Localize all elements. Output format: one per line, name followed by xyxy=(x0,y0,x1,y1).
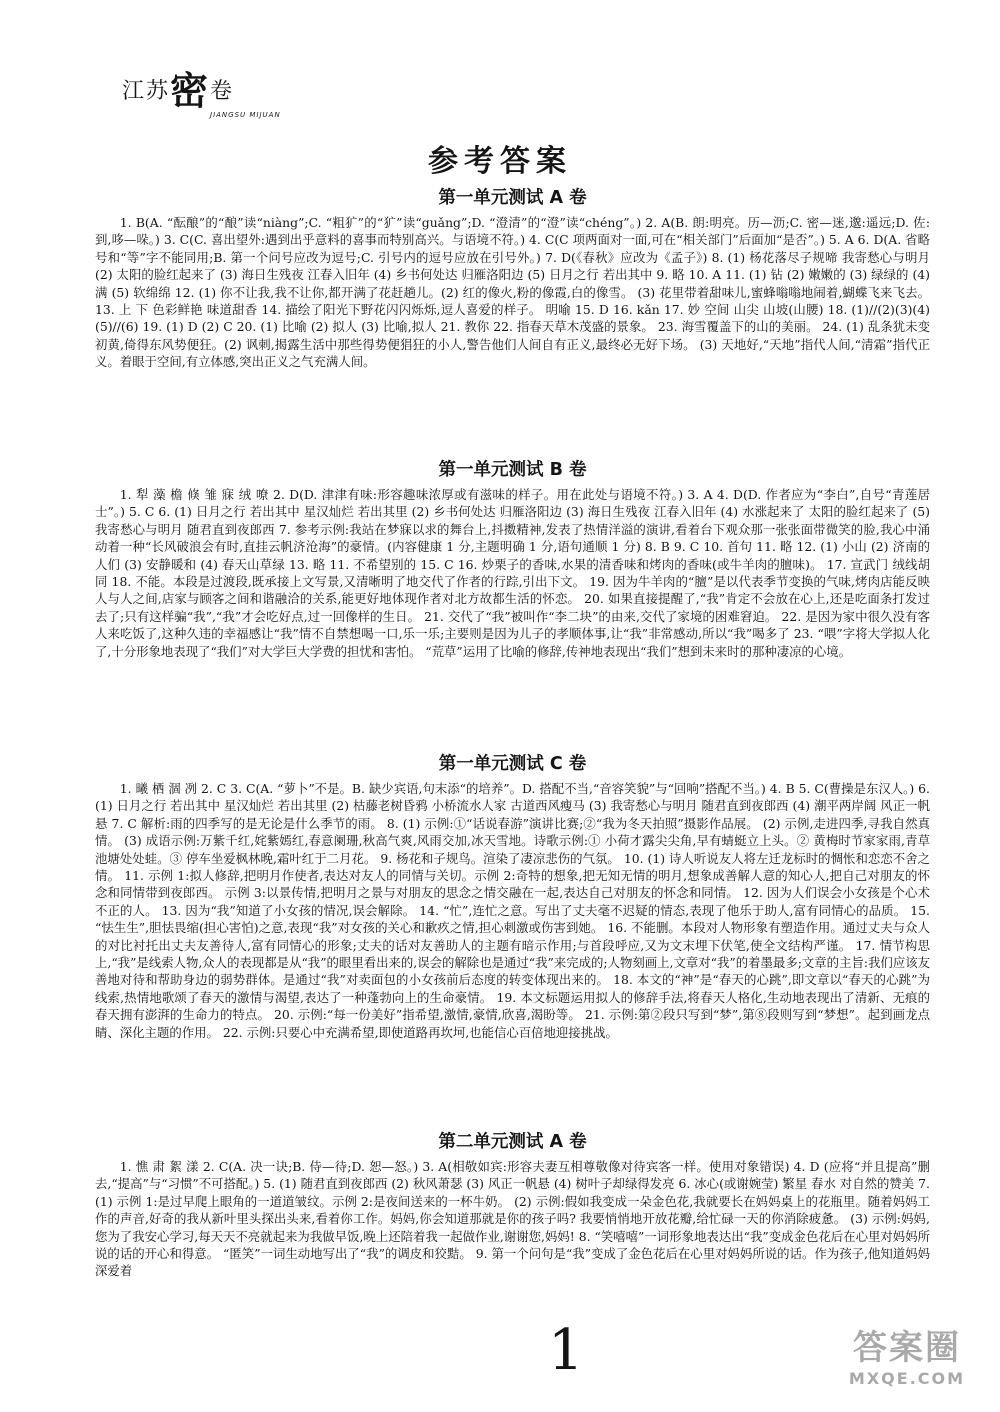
page-title: 参考答案 xyxy=(428,144,572,179)
brand-prefix: 江苏 xyxy=(122,79,171,104)
brand-pinyin: JIANGSU MIJUAN xyxy=(210,111,281,119)
watermark xyxy=(832,1320,982,1404)
section-body: 1. 犁 藻 檐 倏 雏 寐 绒 嘹 2. D(D. 津津有味:形容趣味浓厚或有滋味的样子。用在此处与语境不符。) 3. A 4. D(D. 作者应为“李白”,自号“青莲居士”。) 5. C 6. (1) 日月之行 若出其中 星汉灿烂 若出其里 (2) 乡书何处达 归雁洛阳边 (3) 海日生残夜 江春入旧年 (4) 水涨起来了 太阳的脸红起来了 (5) 我寄愁心与明月 随君直到夜郎西 7. 参考示例:我站在梦寐以求的舞台上,抖擞精神,发表了热情洋溢的演讲,看着台下观众那一张张面带微笑的脸,我心中涌动着一种“长风破浪会有时,直挂云帆济沧海”的豪情。(内容健康 1 分,主题明确 1 分,语句通顺 1 分) 8. B 9. C 10. 首句 11. 略 12. (1) 小山 (2) 济南的人们 (3) 安静暖和 (4) 春天山草绿 13. 略 11. 不希望别的 15. C 16. 炒栗子的香味,水果的清香味和烤肉的香味(或牛羊肉的膻味)。 17. 宣武门 绒线胡同 18. 不能。本段是过渡段,既承接上文写景,又清晰明了地交代了作者的行踪,引出下文。 19. 因为牛羊肉的“膻”是以代表季节变换的气味,烤肉店能反映人与人之间,店家与顾客之间和谐融洽的关系,能更好地体现作者对北方故都生活的怀恋。 20. 如果直接提醒了,“我”肯定不会放在心上,还是吃面条打发过去了;只有这样骗“我”,“我”才会吃好点,过一回像样的生日。 21. 交代了“我”被叫作“李二块”的由来,交代了家境的困难窘迫。 22. 是因为家中很久没有客人来吃饭了,这种久违的幸福感让“我”情不自禁想喝一口,乐一乐;主要则是因为儿子的孝顺体事,让“我”非常感动,所以“我”喝多了 23. “喂”字将大学拟人化了,十分形象地表现了“我们”对大学巨大学费的担忧和害怕。 “荒草”运用了比喻的修辞,传神地表现出“我们”想到未来时的那种凄凉的心境。 xyxy=(95,487,930,659)
section-unit1-c xyxy=(95,750,930,1041)
section-title: 第一单元测试 C 卷 xyxy=(438,754,587,774)
watermark-logo: 答案圈 xyxy=(853,1328,961,1368)
brand-suffix: 卷 xyxy=(210,79,235,104)
brand-big-char: 密 xyxy=(170,68,211,113)
section-body: 1. 憔 肃 絮 漾 2. C(A. 决一诀;B. 侍—待;D. 恕—怒。) 3. A(相敬如宾:形容夫妻互相尊敬像对待宾客一样。使用对象错误) 4. D (应将“并且提高”删去,“提高”与“习惯”不可搭配。) 5. (1) 随君直到夜郎西 (2) 秋风萧瑟 (3) 风正一帆悬 (4) 树叶子却绿得发亮 6. 冰心(或谢婉莹) 繁星 春水 对自然的赞美 7. (1) 示例 1:是过早爬上眼角的一道道皱纹。示例 2:是夜间送来的一杯牛奶。 (2) 示例:假如我变成一朵金色花,我就要长在妈妈桌上的花瓶里。随着妈妈工作的声音,好奇的我从新叶里头探出头来,看着你工作。妈妈,你会知道那就是你的孩子吗? 我要悄悄地开放花瓣,给忙碌一天的你消除疲惫。 (3) 示例:妈妈,您为了我安心学习,每天天不亮就起来为我做早饭,晚上还陪着我一起做作业,谢谢您,妈妈! 8. “笑嘻嘻”一词形象地表达出“我”变成金色花后在心里对妈妈所说的话的开心和得意。 “匿笑”一词生动地写出了“我”的调皮和狡黠。 9. 第一个问句是“我”变成了金色花后在心里对妈妈所说的话。作为孩子,他知道妈妈深爱着 xyxy=(95,1159,930,1279)
page-number: 1 xyxy=(548,1318,584,1383)
section-title: 第一单元测试 A 卷 xyxy=(438,188,587,208)
section-unit1-a xyxy=(95,184,930,371)
brand-name xyxy=(122,60,234,115)
section-body: 1. B(A. “酝酿”的“酿”读“niàng”;C. “粗犷”的“犷”读“guǎng”;D. “澄清”的“澄”读“chéng”。) 2. A(B. 朗:明亮。历—沥;C. 密—迷,邈:遥远;D. 佐:到,哆—哚。) 3. C(C. 喜出望外:遇到出乎意料的喜事而特别高兴。与语境不符。) 4. C(C 项两面对一面,可在“相关部门”后面加“是否”。) 5. A 6. D(A. 省略号和“等”字不能同用;B. 第一个问号应改为逗号;C. 引号内的逗号应放在引号外。) 7. D(《春秋》应改为《孟子》) 8. (1) 杨花落尽子规啼 我寄愁心与明月 (2) 太阳的脸红起来了 (3) 海日生残夜 江春入旧年 (4) 乡书何处达 归雁洛阳边 (5) 日月之行 若出其中 9. 略 10. A 11. (1) 钻 (2) 嫩嫩的 (3) 绿绿的 (4) 满 (5) 软绵绵 12. (1) 你不让我,我不让你,都开满了花赶趟儿。(2) 红的像火,粉的像霞,白的像雪。 (3) 花里带着甜味儿,蜜蜂嗡嗡地闹着,蝴蝶飞来飞去。 13. 上 下 色彩鲜艳 味道甜香 14. 描绘了阳光下野花闪闪烁烁,逗人喜爱的样子。 明喻 15. D 16. kǎn 17. 妙 空间 山尖 山坡(山腰) 18. (1)//(2)(3)(4)(5)//(6) 19. (1) D (2) C 20. (1) 比喻 (2) 拟人 (3) 比喻,拟人 21. 教你 22. 指春天草木茂盛的景象。 23. 海雪覆盖下的山的美丽。 24. (1) 乱条犹未变初黄,倚得东风势便狂。(2) 讽刺,揭露生活中那些得势便猖狂的小人,警告他们人间自有正义,最终必无好下场。 (3) 天地好,“天地”指代人间,“清霜”指代正义。着眼于空间,有立体感,突出正义之气充满人间。 xyxy=(95,215,930,370)
section-unit1-b xyxy=(95,456,930,660)
section-title: 第二单元测试 A 卷 xyxy=(438,1132,587,1152)
brand-logo xyxy=(122,48,281,119)
watermark-site: MXQE.COM xyxy=(848,1369,966,1388)
section-unit2-a xyxy=(95,1128,930,1280)
section-body: 1. 曦 栖 涸 冽 2. C 3. C(A. “萝卜”不是。B. 缺少宾语,句末添“的培养”。D. 搭配不当,“音容笑貌”与“回响”搭配不当。) 4. B 5. C(曹操是东汉人。) 6. (1) 日月之行 若出其中 星汉灿烂 若出其里 (2) 枯藤老树昏鸦 小桥流水人家 古道西风瘦马 (3) 我寄愁心与明月 随君直到夜郎西 (4) 潮平两岸阔 风正一帆悬 7. C 解析:雨的四季写的是无论是什么季节的雨。 8. (1) 示例:①“话说春游”演讲比赛;②“我为冬天拍照”摄影作品展。 (2) 示例,走进四季,寻我自然真情。 (3) 成语示例:万紫千红,姹紫嫣红,春意阑珊,秋高气爽,风雨交加,冰天雪地。诗歌示例:① 小荷才露尖尖角,早有蜻蜓立上头。② 黄梅时节家家雨,青草池塘处处蛙。③ 停车坐爱枫林晚,霜叶红于二月花。 9. 杨花和子规鸟。渲染了凄凉悲伤的气氛。 10. (1) 诗人听说友人将左迁龙标时的惆怅和恋恋不舍之情。 11. 示例 1:拟人修辞,把明月作使者,表达对友人的同情与关切。示例 2:奇特的想象,把无知无情的明月,想象成善解人意的知心人,把自己对朋友的怀念和同情带到夜郎西。 示例 3:以景传情,把明月之景与对朋友的思念之情交融在一起,表达自己对朋友的怀念和同情。 12. 因为人们误会小女孩是个心术不正的人。 13. 因为“我”知道了小女孩的情况,误会解除。 14. “忙”,连忙之意。写出了丈夫毫不迟疑的情态,表现了他乐于助人,富有同情心的品质。 15. “怯生生”,胆怯畏缩(担心害怕)之意,表现“我”对女孩的关心和歉疚之情,担心刺激或伤害到她。 16. 不能删。本段对人物形象有塑造作用。通过丈夫与众人的对比衬托出丈夫友善待人,富有同情心的形象;丈夫的话对友善助人的主题有暗示作用;与首段呼应,又为文末埋下伏笔,使全文结构严谨。 17. 情节构思上,“我”是线索人物,众人的表现都是从“我”的眼里看出来的,误会的解除也是通过“我”来完成的;人物刻画上,文章对“我”的着墨最多;文章的主旨:我们应该友善地对待和帮助身边的弱势群体。是通过“我”对卖面包的小女孩前后态度的转变体现出来的。 18. 本文的“神”是“春天的心跳”,即文章以“春天的心跳”为线索,热情地歌颂了春天的激情与渴望,表达了一种蓬勃向上的生命豪情。 19. 本文标题运用拟人的修辞手法,将春天人格化,生动地表现出了清新、无痕的春天拥有澎湃的生命力的特点。 20. 示例:“每一份美好”指希望,激情,豪情,欣喜,渴盼等。 21. 示例:第②段只写到“梦”,第⑧段则写到“梦想”。起到画龙点睛、深化主题的作用。 22. 示例:只要心中充满希望,即使道路再坎坷,也能信心百倍地迎接挑战。 xyxy=(95,781,930,1040)
section-title: 第一单元测试 B 卷 xyxy=(438,460,587,480)
